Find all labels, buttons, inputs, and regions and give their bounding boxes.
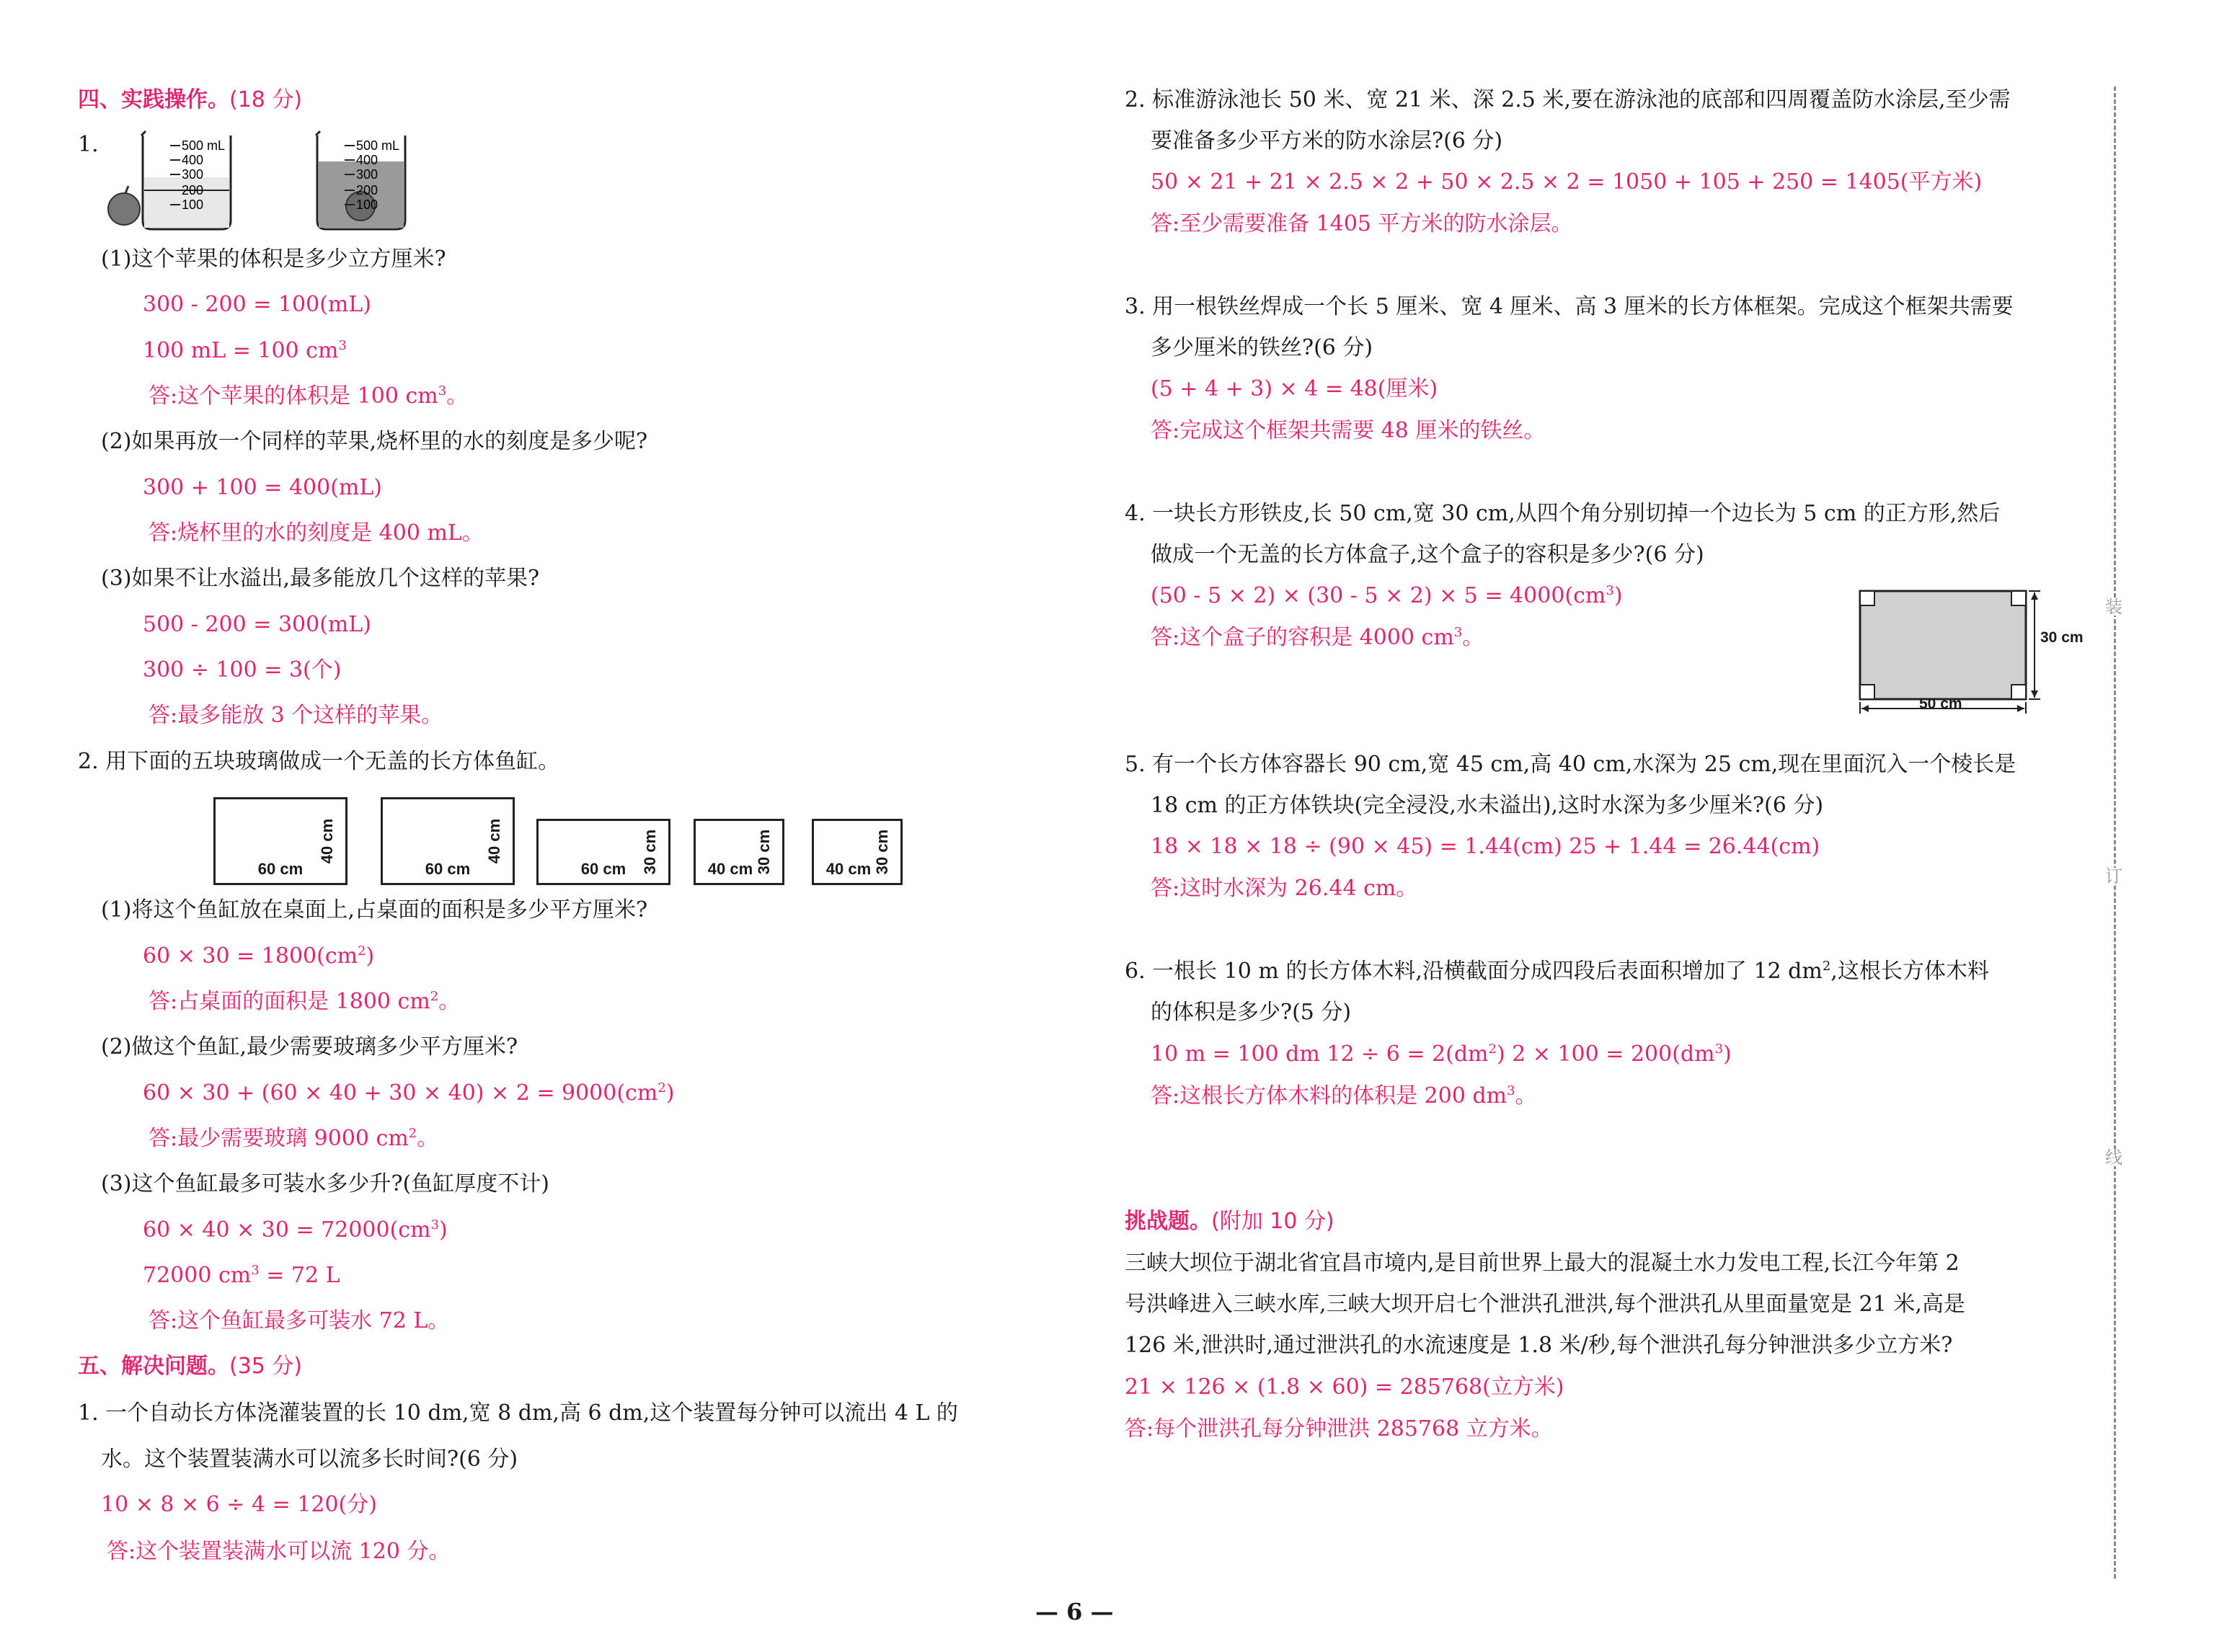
glass-height-label: 30 cm xyxy=(754,829,773,875)
beaker-scale-label: 200 xyxy=(356,183,378,197)
answer-line: 100 mL = 100 $cm^3$ xyxy=(143,338,347,363)
glass-panel xyxy=(536,819,670,885)
glass-panel xyxy=(381,797,515,885)
challenge-line3: 126 米,泄洪时,通过泄洪孔的水流速度是 1.8 米/秒,每个泄洪孔每分钟泄洪多少立方米? xyxy=(1125,1333,1953,1358)
iron-sheet-length-label: 50 cm xyxy=(1919,696,1962,712)
glass-panel xyxy=(213,797,347,885)
question-r4-line2: 做成一个无盖的长方体盒子,这个盒子的容积是多少?(6 分) xyxy=(1151,542,1704,567)
answer-sentence: 答:占桌面的面积是 1800 $cm^2$。 xyxy=(149,989,461,1014)
answer-line: 50 × 21 + 21 × 2.5 × 2 + 50 × 2.5 × 2 = 1050 + 105 + 250 = 1405(平方米) xyxy=(1151,169,1983,195)
question-1-3: (3)如果不让水溢出,最多能放几个这样的苹果? xyxy=(101,566,540,591)
beaker-scale-label: 100 xyxy=(356,197,378,212)
answer-sentence: 答:至少需要准备 1405 平方米的防水涂层。 xyxy=(1151,211,1573,236)
beaker-scale-label: 300 xyxy=(182,167,204,182)
answer-sentence: 答:烧杯里的水的刻度是 400 mL。 xyxy=(149,520,484,546)
question-r2-line2: 要准备多少平方米的防水涂层?(6 分) xyxy=(1151,128,1503,154)
question-2: 2. 用下面的五块玻璃做成一个无盖的长方体鱼缸。 xyxy=(78,749,560,774)
section4-heading xyxy=(78,89,302,111)
section5-title: 五、解决问题。 xyxy=(78,1354,229,1379)
beaker-scale-label: 400 xyxy=(182,153,204,167)
section4-score: (18 分) xyxy=(229,87,303,112)
question-r3-line1: 3. 用一根铁丝焊成一个长 5 厘米、宽 4 厘米、高 3 厘米的长方体框架。完成这个框架共需要 xyxy=(1125,294,2014,319)
answer-sentence: 答:这个盒子的容积是 4000 $cm^3$。 xyxy=(1151,625,1484,650)
answer-line: 21 × 126 × (1.8 × 60) = 285768(立方米) xyxy=(1125,1375,1564,1400)
glass-height-label: 40 cm xyxy=(484,818,503,864)
glass-height-label: 40 cm xyxy=(317,818,336,864)
answer-sentence: 答:这根长方体木料的体积是 200 $dm^3$。 xyxy=(1151,1083,1537,1109)
question-r5-line1: 5. 有一个长方体容器长 90 cm,宽 45 cm,高 40 cm,水深为 25 cm,现在里面沉入一个棱长是 xyxy=(1125,752,2016,777)
question-2-1: (1)将这个鱼缸放在桌面上,占桌面的面积是多少平方厘米? xyxy=(101,897,648,923)
challenge-line2: 号洪峰进入三峡水库,三峡大坝开启七个泄洪孔泄洪,每个泄洪孔从里面量宽是 21 米,高是 xyxy=(1125,1292,1965,1317)
binding-mark: 线 xyxy=(2105,1147,2122,1168)
question-1-number: 1. xyxy=(78,132,99,157)
beaker-scale-label: 500 mL xyxy=(182,138,226,153)
question-5-1-line2: 水。这个装置装满水可以流多长时间?(6 分) xyxy=(101,1447,518,1472)
question-2-2: (2)做这个鱼缸,最少需要玻璃多少平方厘米? xyxy=(101,1034,518,1060)
challenge-line1: 三峡大坝位于湖北省宜昌市境内,是目前世界上最大的混凝土水力发电工程,长江今年第 2 xyxy=(1125,1251,1960,1276)
answer-line: $60 \times 30 = 1800(cm^2)$ xyxy=(143,943,375,969)
binding-mark: 装 xyxy=(2105,597,2122,617)
apple-icon xyxy=(108,186,140,225)
beaker-scale-label: 300 xyxy=(356,167,378,182)
section5-heading xyxy=(78,1356,302,1377)
answer-sentence: 答:最少需要玻璃 9000 $cm^2$。 xyxy=(149,1126,439,1151)
answer-sentence: 答:这个苹果的体积是 100 $cm^3$。 xyxy=(149,383,469,409)
glass-panel xyxy=(694,819,784,885)
answer-sentence: 答:最多能放 3 个这样的苹果。 xyxy=(149,703,443,728)
glass-height-label: 30 cm xyxy=(872,829,891,875)
answer-line: $60 \times 40 \times 30 = 72000(cm^3)$ xyxy=(143,1217,448,1243)
beaker-after-icon xyxy=(316,131,405,229)
beaker-figure xyxy=(101,128,418,236)
binding-dashed-line xyxy=(2114,86,2116,1578)
answer-line: 72000 $cm^3 = 72$ L xyxy=(143,1263,340,1288)
beaker-scale-label: 100 xyxy=(182,197,204,212)
section4-title: 四、实践操作。 xyxy=(78,87,229,112)
question-1-2: (2)如果再放一个同样的苹果,烧杯里的水的刻度是多少呢? xyxy=(101,429,648,454)
answer-sentence: 答:每个泄洪孔每分钟泄洪 285768 立方米。 xyxy=(1125,1416,1553,1442)
glass-width-label: 40 cm xyxy=(707,860,753,878)
challenge-score: (附加 10 分) xyxy=(1211,1209,1334,1234)
answer-line: (5 + 4 + 3) × 4 = 48(厘米) xyxy=(1151,376,1438,401)
answer-line: 10 × 8 × 6 ÷ 4 = 120(分) xyxy=(101,1492,377,1517)
glass-width-label: 60 cm xyxy=(257,860,304,878)
iron-sheet-figure xyxy=(1853,584,2091,721)
answer-line: 300 + 100 = 400(mL) xyxy=(143,475,382,500)
glass-width-label: 40 cm xyxy=(825,860,872,878)
challenge-title: 挑战题。 xyxy=(1125,1209,1211,1234)
question-1-1: (1)这个苹果的体积是多少立方厘米? xyxy=(101,247,446,272)
question-5-1-line1: 1. 一个自动长方体浇灌装置的长 10 dm,宽 8 dm,高 6 dm,这个装置每分钟可以流出 4 L 的 xyxy=(78,1400,958,1426)
answer-sentence: 答:完成这个框架共需要 48 厘米的铁丝。 xyxy=(1151,418,1546,443)
question-r2-line1: 2. 标准游泳池长 50 米、宽 21 米、深 2.5 米,要在游泳池的底部和四周覆盖防水涂层,至少需 xyxy=(1125,87,2011,112)
glass-height-label: 30 cm xyxy=(640,829,659,875)
answer-line: 300 - 200 = 100(mL) xyxy=(143,292,371,317)
answer-sentence: 答:这时水深为 26.44 cm。 xyxy=(1151,876,1418,901)
question-r3-line2: 多少厘米的铁丝?(6 分) xyxy=(1151,335,1373,360)
question-r6-line2: 的体积是多少?(5 分) xyxy=(1151,1000,1352,1025)
iron-sheet-width-label: 30 cm xyxy=(2040,629,2084,646)
glass-width-label: 60 cm xyxy=(425,860,471,878)
question-r5-line2: 18 cm 的正方体铁块(完全浸没,水未溢出),这时水深为多少厘米?(6 分) xyxy=(1151,793,1824,818)
glass-width-label: 60 cm xyxy=(580,860,627,878)
binding-mark: 订 xyxy=(2105,866,2122,887)
answer-sentence: 答:这个鱼缸最多可装水 72 L。 xyxy=(149,1308,450,1333)
glass-panel xyxy=(812,819,903,885)
question-r6-line1: 6. 一根长 10 m 的长方体木料,沿横截面分成四段后表面积增加了 12 $dm^2$,这根长方体木料 xyxy=(1125,959,1989,984)
challenge-heading xyxy=(1125,1211,1334,1233)
page-number: — 6 — xyxy=(1035,1598,1114,1625)
answer-line: 300 ÷ 100 = 3(个) xyxy=(143,657,342,683)
answer-sentence: 答:这个装置装满水可以流 120 分。 xyxy=(107,1539,451,1564)
beaker-before-icon xyxy=(141,131,231,229)
answer-line: 18 × 18 × 18 ÷ (90 × 45) = 1.44(cm) 25 + 1.44 = 26.44(cm) xyxy=(1151,834,1820,859)
answer-line: 10 m = 100 dm $12 \div 6 = 2(dm^2) 2 \times 100 = 200(dm^3)$ xyxy=(1151,1042,1732,1067)
question-2-3: (3)这个鱼缸最多可装水多少升?(鱼缸厚度不计) xyxy=(101,1171,549,1196)
section5-score: (35 分) xyxy=(229,1354,303,1379)
answer-line: 500 - 200 = 300(mL) xyxy=(143,612,371,637)
answer-line: $(50 - 5 \times 2) \times (30 - 5 \times 2) \times 5 = 4000(cm^3)$ xyxy=(1151,583,1623,608)
question-r4-line1: 4. 一块长方形铁皮,长 50 cm,宽 30 cm,从四个角分别切掉一个边长为 5 cm 的正方形,然后 xyxy=(1125,501,2001,526)
beaker-scale-label: 500 mL xyxy=(356,138,400,153)
answer-line: $60 \times 30 + (60 \times 40 + 30 \times 40) \times 2 = 9000(cm^2)$ xyxy=(143,1080,675,1106)
beaker-scale-label: 400 xyxy=(356,153,378,167)
beaker-scale-label: 200 xyxy=(182,183,204,197)
